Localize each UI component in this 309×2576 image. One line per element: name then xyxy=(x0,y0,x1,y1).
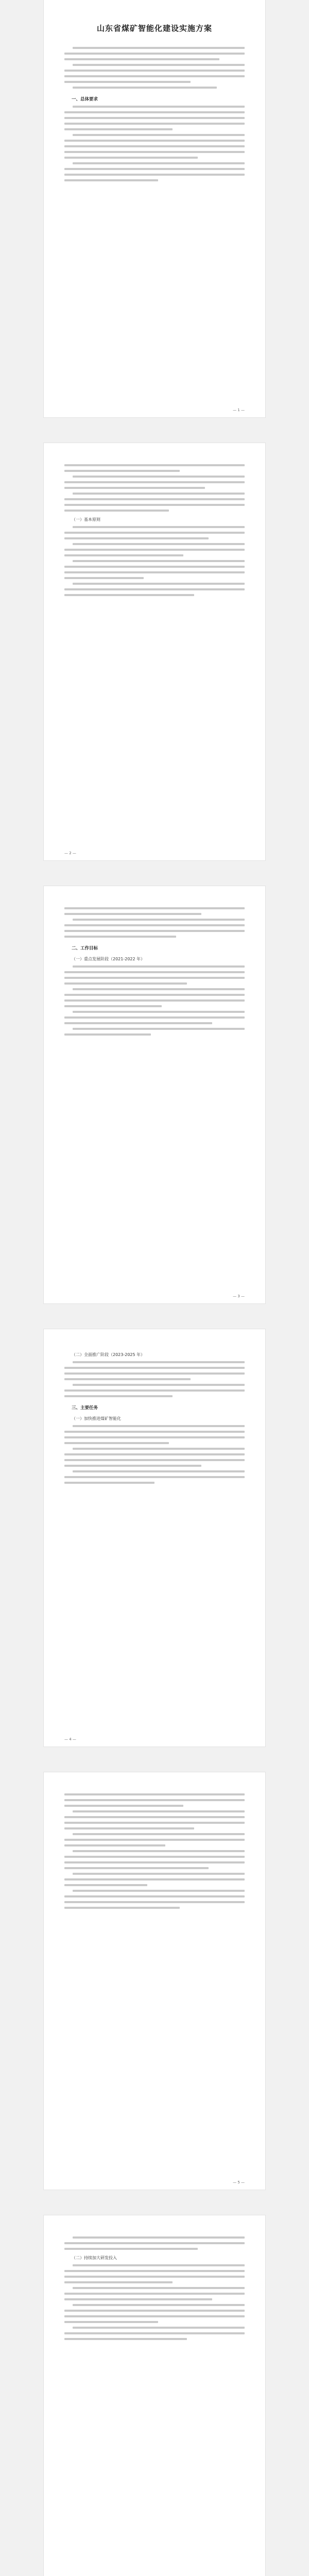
text-line xyxy=(64,1022,212,1024)
text-line xyxy=(64,1378,191,1380)
text-line xyxy=(73,493,245,495)
text-line xyxy=(73,1425,245,1427)
text-line xyxy=(73,1873,245,1875)
text-line xyxy=(73,1384,245,1386)
text-line xyxy=(73,1448,245,1450)
text-line xyxy=(64,2270,245,2272)
text-line xyxy=(64,2298,212,2300)
text-line xyxy=(64,1839,245,1841)
text-line xyxy=(64,588,245,590)
text-line xyxy=(64,1372,245,1375)
text-line xyxy=(64,1816,245,1818)
text-line xyxy=(64,1442,169,1444)
text-line xyxy=(64,179,158,181)
text-line xyxy=(64,1482,154,1484)
text-line xyxy=(64,1884,147,1886)
section-heading: 一、总体要求 xyxy=(72,97,98,102)
text-line xyxy=(73,1833,245,1835)
text-line xyxy=(64,2321,158,2323)
text-line xyxy=(64,907,245,909)
text-line xyxy=(73,476,245,478)
text-line xyxy=(64,2281,173,2283)
text-line xyxy=(64,594,194,596)
page-number: — 4 — xyxy=(64,1737,76,1741)
text-line xyxy=(73,1890,245,1892)
subsection-heading: （一）重点发展阶段（2021-2022 年） xyxy=(72,957,145,961)
text-line xyxy=(64,123,245,125)
text-line xyxy=(64,1822,245,1824)
text-line xyxy=(64,498,245,500)
text-line xyxy=(64,971,245,973)
text-line xyxy=(64,930,245,932)
text-line xyxy=(73,1850,245,1852)
page-number: — 5 — xyxy=(233,2180,245,2184)
text-line xyxy=(64,2293,245,2295)
text-line xyxy=(64,140,245,142)
text-line xyxy=(73,526,245,528)
text-line xyxy=(73,134,245,136)
document-page-1 xyxy=(44,0,265,417)
text-line xyxy=(64,549,245,551)
text-line xyxy=(64,1805,183,1807)
document-page-5 xyxy=(44,1772,265,2190)
page-number: — 1 — xyxy=(233,408,245,412)
document-page-4 xyxy=(44,1329,265,1747)
text-line xyxy=(64,1844,165,1846)
text-line xyxy=(64,977,245,979)
text-line xyxy=(64,53,245,55)
text-line xyxy=(73,1011,245,1013)
text-line xyxy=(73,2264,245,2266)
text-line xyxy=(64,1799,245,1801)
page-number: — 2 — xyxy=(64,851,76,855)
text-line xyxy=(73,2287,245,2289)
text-line xyxy=(64,75,245,77)
text-line xyxy=(73,64,245,66)
text-line xyxy=(64,1389,245,1392)
text-line xyxy=(64,1907,180,1909)
text-line xyxy=(64,128,173,130)
text-line xyxy=(73,543,245,545)
text-line xyxy=(64,1016,245,1019)
text-line xyxy=(64,1827,194,1829)
text-line xyxy=(64,1476,245,1478)
text-line xyxy=(73,919,245,921)
text-line xyxy=(73,2236,245,2239)
text-line xyxy=(64,504,245,506)
text-line xyxy=(73,2304,245,2306)
text-line xyxy=(73,106,245,108)
text-line xyxy=(64,566,245,568)
text-line xyxy=(73,87,217,89)
text-line xyxy=(64,1856,245,1858)
text-line xyxy=(64,537,209,539)
text-line xyxy=(64,1878,245,1880)
text-line xyxy=(73,1028,245,1030)
text-line xyxy=(64,1453,245,1455)
text-line xyxy=(64,2276,245,2278)
text-line xyxy=(73,583,245,585)
document-page-6 xyxy=(44,2215,265,2576)
text-line xyxy=(64,111,245,113)
text-line xyxy=(64,1901,245,1903)
subsection-heading: （二）全面推广阶段（2023-2025 年） xyxy=(72,1352,145,1357)
text-line xyxy=(64,58,219,60)
text-line xyxy=(64,571,245,573)
text-line xyxy=(73,47,245,49)
text-line xyxy=(73,162,245,164)
text-line xyxy=(73,1470,245,1472)
subsection-heading: （一）基本原则 xyxy=(72,517,100,522)
section-heading: 三、主要任务 xyxy=(72,1405,98,1411)
text-line xyxy=(64,174,245,176)
text-line xyxy=(73,965,245,968)
text-line xyxy=(64,1867,209,1869)
text-line xyxy=(64,1465,201,1467)
text-line xyxy=(64,481,245,483)
text-line xyxy=(64,554,183,556)
text-line xyxy=(64,1431,245,1433)
text-line xyxy=(64,1367,245,1369)
text-line xyxy=(64,1895,245,1897)
text-line xyxy=(73,560,245,562)
text-line xyxy=(64,1005,162,1007)
document-title: 山东省煤矿智能化建设实施方案 xyxy=(96,24,212,33)
text-line xyxy=(64,2242,245,2244)
text-line xyxy=(64,936,176,938)
text-line xyxy=(64,81,191,83)
text-line xyxy=(73,2327,245,2329)
document-page-2 xyxy=(44,443,265,860)
text-line xyxy=(64,913,201,915)
text-line xyxy=(64,117,245,119)
text-line xyxy=(64,2338,187,2340)
text-line xyxy=(64,999,245,1002)
text-line xyxy=(64,168,245,170)
text-line xyxy=(64,982,187,985)
text-line xyxy=(64,1436,245,1438)
subsection-heading: （二）持续加大研发投入 xyxy=(72,2256,117,2260)
text-line xyxy=(64,151,245,153)
page-number: — 3 — xyxy=(233,1294,245,1298)
text-line xyxy=(64,464,245,466)
text-line xyxy=(64,994,245,996)
text-line xyxy=(64,1459,245,1461)
subsection-heading: （一）加快推进煤矿智能化 xyxy=(72,1416,121,1421)
text-line xyxy=(64,532,245,534)
text-line xyxy=(64,157,198,159)
text-line xyxy=(64,1395,173,1397)
text-line xyxy=(64,2315,245,2317)
text-line xyxy=(64,487,205,489)
section-heading: 二、工作目标 xyxy=(72,946,98,951)
text-line xyxy=(64,1793,245,1795)
document-page-3 xyxy=(44,886,265,1303)
text-line xyxy=(64,70,245,72)
text-line xyxy=(64,2248,198,2250)
text-line xyxy=(73,988,245,990)
text-line xyxy=(64,2332,245,2334)
text-line xyxy=(64,145,245,147)
text-line xyxy=(64,924,245,926)
text-line xyxy=(64,1033,151,1036)
text-line xyxy=(73,1810,245,1812)
text-line xyxy=(64,510,169,512)
text-line xyxy=(64,1861,245,1863)
text-line xyxy=(73,1361,245,1363)
text-line xyxy=(64,577,144,579)
text-line xyxy=(64,2310,245,2312)
text-line xyxy=(64,470,180,472)
